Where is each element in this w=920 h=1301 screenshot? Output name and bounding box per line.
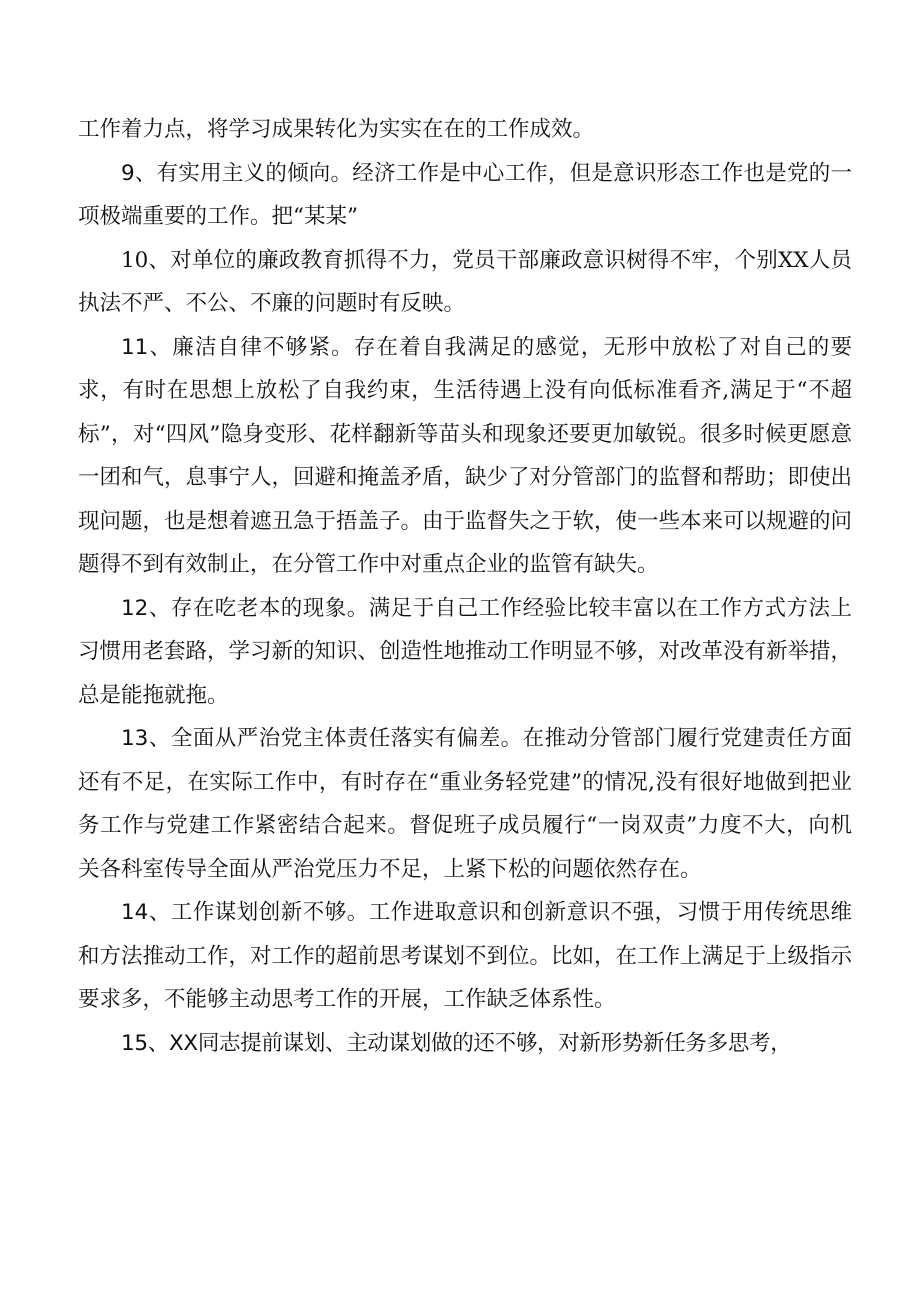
paragraph-12 [78,587,852,718]
paragraph-heading: 11、廉洁自律不够紧。 [121,334,354,360]
paragraph-heading: 9、有实用主义的倾向。 [121,160,353,186]
document-body [78,108,852,1065]
paragraph-heading: 12、存在吃老本的现象。 [121,595,369,621]
paragraph-heading: 13、全面从严治党主体责任落实有偏差。 [121,726,523,751]
paragraph-text: 在推动分管部门履行党建责任方面还有不足，在实际工作中，有时存在“重业务轻党建”的情况,没有很好地做到把业务工作与党建工作紧密结合起来。督促班子成员履行“一岗双责”力度不大，向机关各科室传导全面从严治党压力不足，上紧下松的问题依然存在。 [78,726,852,882]
paragraph-text: 经济工作是中心工作，但是意识形态工作也是党的一项极端重要的工作。把“某某” [78,160,852,229]
paragraph-text: 15、XX同志提前谋划、主动谋划做的还不够，对新形势新任务多思考， [121,1030,792,1056]
paragraph-text: 工作着力点，将学习成果转化为实实在在的工作成效。 [78,117,595,142]
paragraph-text: 满足于自己工作经验比较丰富以在工作方式方法上习惯用老套路，学习新的知识、创造性地推动工作明显不够，对改革没有新举措，总是能拖就拖。 [78,595,853,708]
paragraph-14 [78,891,852,1022]
paragraph-9 [78,152,852,239]
paragraph-continuation [78,108,852,152]
paragraph-13 [78,717,852,891]
paragraph-15 [78,1022,852,1066]
paragraph-heading: 14、工作谋划创新不够。 [121,900,369,925]
paragraph-text: 存在着自我满足的感觉，无形中放松了对自己的要求，有时在思想上放松了自我约束，生活待遇上没有向低标准看齐,满足于“不超标”，对“四风”隐身变形、花样翻新等苗头和现象还要更加敏锐。很多时候更愿意一团和气，息事宁人，回避和掩盖矛盾，缺少了对分管部门的监督和帮助；即使出现问题，也是想着遮丑急于捂盖子。由于监督失之于软，使一些本来可以规避的问题得不到有效制止，在分管工作中对重点企业的监管有缺失。 [78,334,853,577]
paragraph-11 [78,326,852,587]
paragraph-text: 工作进取意识和创新意识不强，习惯于用传统思维和方法推动工作，对工作的超前思考谋划不到位。比如，在工作上满足于上级指示要求多，不能够主动思考工作的开展，工作缺乏体系性。 [78,900,853,1012]
paragraph-10 [78,239,852,326]
paragraph-text: 10、对单位的廉政教育抓得不力，党员干部廉政意识树得不牢，个别XX人员执法不严、不公、不廉的问题时有反映。 [78,247,852,316]
